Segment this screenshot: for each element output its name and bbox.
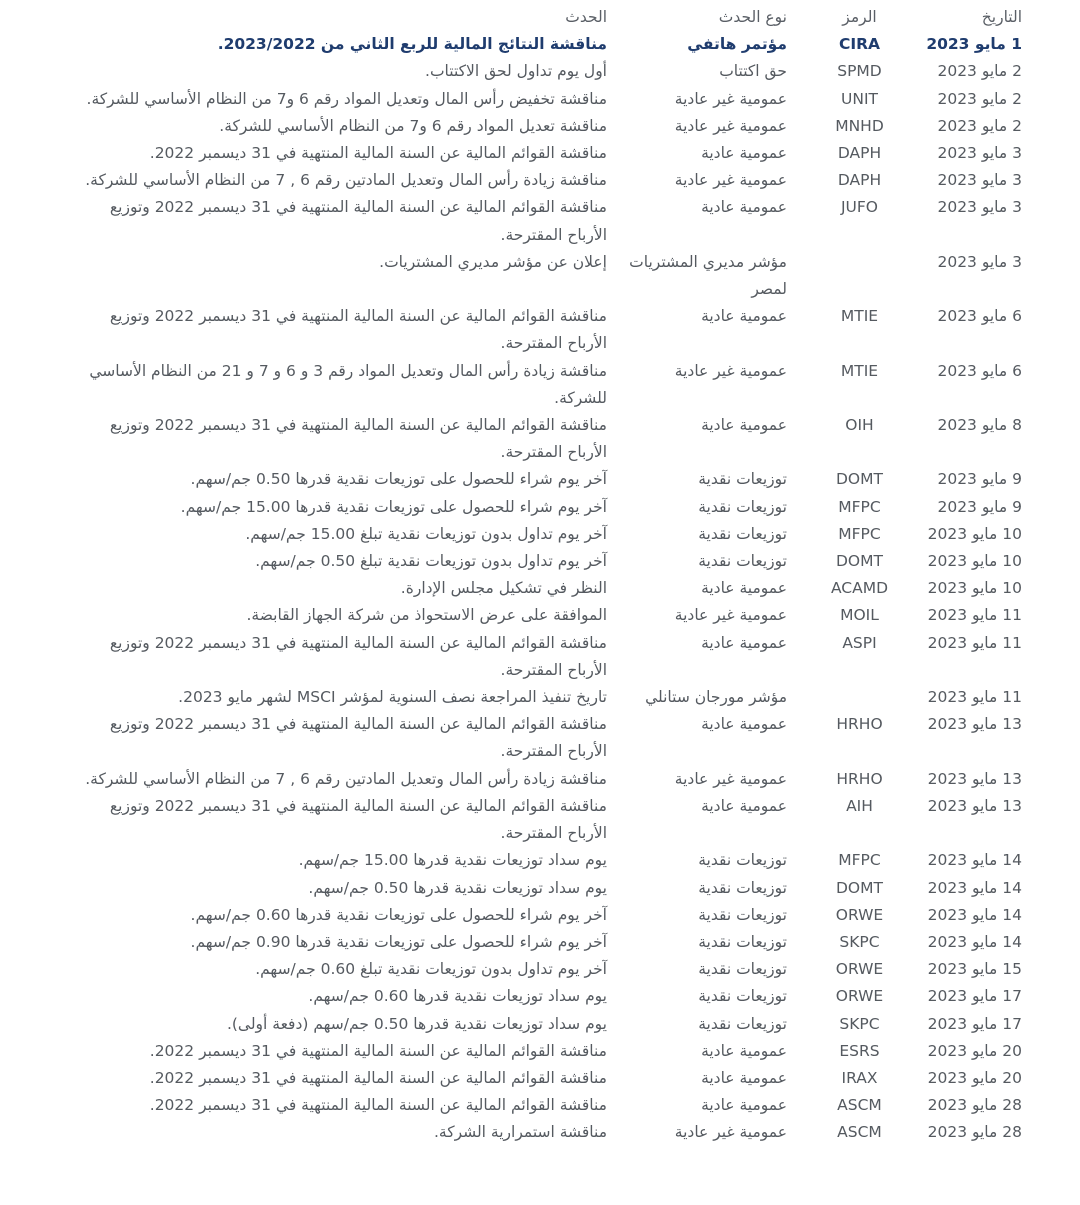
- cell-symbol: HRHO: [836, 769, 883, 788]
- cell-date: 11 مايو 2023: [927, 606, 1022, 625]
- cell-symbol: MTIE: [840, 361, 879, 380]
- table-row: [82, 548, 1022, 575]
- cell-event: مناقشة القوائم المالية عن السنة المالية المنتهية في 31 ديسمبر 2022.: [149, 144, 607, 163]
- cell-symbol: ASPI: [842, 633, 877, 652]
- table-row: [82, 1065, 1022, 1092]
- table-row: [82, 902, 1022, 929]
- cell-event: مناقشة زيادة رأس المال وتعديل المادتين رقم 6 , 7 من النظام الأساسي للشركة.: [85, 171, 607, 190]
- cell-symbol: CIRA: [838, 35, 881, 54]
- table-row: [82, 1092, 1022, 1119]
- cell-symbol: MTIE: [840, 307, 879, 326]
- cell-date: 17 مايو 2023: [927, 1014, 1022, 1033]
- cell-date: 3 مايو 2023: [937, 171, 1022, 190]
- cell-event-type: توزيعات نقدية: [698, 1014, 787, 1033]
- cell-symbol: ORWE: [835, 987, 884, 1006]
- cell-event: إعلان عن مؤشر مديري المشتريات.: [379, 252, 607, 271]
- cell-date: 10 مايو 2023: [927, 552, 1022, 571]
- header-symbol: الرمز: [842, 8, 877, 26]
- cell-event-type: مؤشر مورجان ستانلي: [645, 688, 787, 707]
- cell-event-type: عمومية عادية: [701, 1096, 787, 1115]
- table-row: [82, 847, 1022, 874]
- cell-event-type: عمومية عادية: [701, 144, 787, 163]
- table-row: [82, 358, 1022, 412]
- table-body: [82, 31, 1022, 1146]
- cell-date: 20 مايو 2023: [927, 1041, 1022, 1060]
- table-row: [82, 140, 1022, 167]
- cell-symbol: ESRS: [839, 1041, 880, 1060]
- cell-symbol: SKPC: [839, 932, 880, 951]
- cell-date: 11 مايو 2023: [927, 633, 1022, 652]
- cell-date: 17 مايو 2023: [927, 987, 1022, 1006]
- table-row: [82, 167, 1022, 194]
- cell-event-type: توزيعات نقدية: [698, 960, 787, 979]
- cell-event-type: عمومية عادية: [701, 416, 787, 435]
- cell-event-type: توزيعات نقدية: [698, 878, 787, 897]
- cell-date: 14 مايو 2023: [927, 905, 1022, 924]
- cell-date: 3 مايو 2023: [937, 252, 1022, 271]
- cell-event: آخر يوم شراء للحصول على توزيعات نقدية قدرها 0.50 جم/سهم.: [190, 470, 607, 489]
- cell-event: مناقشة زيادة رأس المال وتعديل المواد رقم 3 و 6 و 7 و 21 من النظام الأساسي للشركة.: [89, 361, 607, 407]
- header-event-type: نوع الحدث: [718, 8, 787, 26]
- cell-event: مناقشة النتائج المالية للربع الثاني من 2023/2022.: [217, 35, 607, 54]
- cell-event-type: مؤشر مديري المشتريات لمصر: [629, 252, 787, 299]
- table-row: [82, 58, 1022, 85]
- cell-date: 2 مايو 2023: [937, 116, 1022, 135]
- cell-event: مناقشة القوائم المالية عن السنة المالية المنتهية في 31 ديسمبر 2022 وتوزيع الأرباح المقترحة.: [109, 416, 607, 462]
- cell-date: 10 مايو 2023: [927, 524, 1022, 543]
- table-row: [82, 412, 1022, 466]
- table-row: [82, 1038, 1022, 1065]
- cell-event: الموافقة على عرض الاستحواذ من شركة الجهاز القابضة.: [246, 606, 607, 625]
- cell-event: آخر يوم شراء للحصول على توزيعات نقدية قدرها 0.90 جم/سهم.: [190, 932, 607, 951]
- cell-event: مناقشة القوائم المالية عن السنة المالية المنتهية في 31 ديسمبر 2022 وتوزيع الأرباح المقترحة.: [109, 198, 607, 244]
- cell-event: مناقشة القوائم المالية عن السنة المالية المنتهية في 31 ديسمبر 2022.: [149, 1068, 607, 1087]
- cell-event: آخر يوم شراء للحصول على توزيعات نقدية قدرها 0.60 جم/سهم.: [190, 905, 607, 924]
- cell-event: مناقشة تخفيض رأس المال وتعديل المواد رقم 6 و7 من النظام الأساسي للشركة.: [86, 89, 607, 108]
- cell-event: يوم سداد توزيعات نقدية قدرها 0.50 جم/سهم.: [308, 878, 607, 897]
- cell-event-type: عمومية عادية: [701, 1068, 787, 1087]
- cell-symbol: DOMT: [836, 470, 883, 489]
- cell-event-type: عمومية غير عادية: [674, 89, 787, 108]
- cell-date: 6 مايو 2023: [937, 307, 1022, 326]
- cell-symbol: MOIL: [840, 606, 879, 625]
- events-table: [82, 4, 1022, 1147]
- table-row: [82, 875, 1022, 902]
- cell-symbol: UNIT: [841, 89, 878, 108]
- table-row: [82, 1011, 1022, 1038]
- cell-event-type: عمومية عادية: [701, 796, 787, 815]
- cell-event-type: عمومية غير عادية: [674, 116, 787, 135]
- table-row: [82, 630, 1022, 684]
- table-row: [82, 249, 1022, 303]
- table-row: [82, 684, 1022, 711]
- cell-date: 3 مايو 2023: [937, 198, 1022, 217]
- table-row: [82, 521, 1022, 548]
- cell-event-type: توزيعات نقدية: [698, 851, 787, 870]
- cell-event-type: توزيعات نقدية: [698, 497, 787, 516]
- table-row: [82, 929, 1022, 956]
- cell-event: آخر يوم شراء للحصول على توزيعات نقدية قدرها 15.00 جم/سهم.: [180, 497, 607, 516]
- cell-date: 14 مايو 2023: [927, 851, 1022, 870]
- table-row: [82, 575, 1022, 602]
- table-row: [82, 766, 1022, 793]
- table-header-row: [82, 4, 1022, 31]
- cell-symbol: SKPC: [839, 1014, 880, 1033]
- cell-symbol: ASCM: [837, 1096, 882, 1115]
- cell-event: أول يوم تداول لحق الاكتتاب.: [425, 62, 607, 81]
- header-event: الحدث: [565, 8, 607, 26]
- cell-symbol: [787, 684, 902, 711]
- cell-date: 6 مايو 2023: [937, 361, 1022, 380]
- cell-symbol: ORWE: [835, 905, 884, 924]
- table-row: [82, 793, 1022, 847]
- cell-event-type: عمومية عادية: [701, 1041, 787, 1060]
- cell-event-type: توزيعات نقدية: [698, 932, 787, 951]
- cell-event-type: توزيعات نقدية: [698, 987, 787, 1006]
- cell-event-type: عمومية عادية: [701, 307, 787, 326]
- table-row: [82, 602, 1022, 629]
- table-row: [82, 303, 1022, 357]
- cell-date: 28 مايو 2023: [927, 1096, 1022, 1115]
- cell-symbol: MFPC: [838, 851, 881, 870]
- cell-event-type: عمومية عادية: [701, 715, 787, 734]
- cell-event-type: توزيعات نقدية: [698, 552, 787, 571]
- table-row: [82, 1119, 1022, 1146]
- cell-symbol: ORWE: [835, 960, 884, 979]
- cell-date: 9 مايو 2023: [937, 497, 1022, 516]
- cell-event: آخر يوم تداول بدون توزيعات نقدية تبلغ 15.00 جم/سهم.: [245, 524, 607, 543]
- cell-symbol: JUFO: [840, 198, 879, 217]
- cell-event-type: عمومية غير عادية: [674, 361, 787, 380]
- cell-symbol: AIH: [846, 796, 873, 815]
- table-row: [82, 31, 1022, 58]
- cell-event-type: عمومية عادية: [701, 633, 787, 652]
- cell-event: النظر في تشكيل مجلس الإدارة.: [400, 579, 607, 598]
- cell-event-type: عمومية غير عادية: [674, 606, 787, 625]
- cell-event: يوم سداد توزيعات نقدية قدرها 0.50 جم/سهم (دفعة أولى).: [226, 1014, 607, 1033]
- cell-date: 13 مايو 2023: [927, 796, 1022, 815]
- cell-symbol: OIH: [845, 416, 874, 435]
- cell-event-type: عمومية غير عادية: [674, 1123, 787, 1142]
- table-row: [82, 711, 1022, 765]
- cell-date: 15 مايو 2023: [927, 960, 1022, 979]
- cell-event: آخر يوم تداول بدون توزيعات نقدية تبلغ 0.50 جم/سهم.: [255, 552, 607, 571]
- cell-event: آخر يوم تداول بدون توزيعات نقدية تبلغ 0.60 جم/سهم.: [255, 960, 607, 979]
- cell-date: 13 مايو 2023: [927, 715, 1022, 734]
- table-row: [82, 113, 1022, 140]
- cell-event: يوم سداد توزيعات نقدية قدرها 0.60 جم/سهم.: [308, 987, 607, 1006]
- cell-date: 11 مايو 2023: [927, 688, 1022, 707]
- cell-date: 10 مايو 2023: [927, 579, 1022, 598]
- cell-date: 13 مايو 2023: [927, 769, 1022, 788]
- table-row: [82, 194, 1022, 248]
- table-row: [82, 466, 1022, 493]
- cell-date: 28 مايو 2023: [927, 1123, 1022, 1142]
- cell-event-type: مؤتمر هاتفي: [687, 35, 787, 54]
- cell-date: 14 مايو 2023: [927, 878, 1022, 897]
- cell-event: مناقشة استمرارية الشركة.: [433, 1123, 607, 1142]
- cell-event-type: عمومية غير عادية: [674, 769, 787, 788]
- cell-symbol: MFPC: [838, 524, 881, 543]
- cell-event-type: عمومية عادية: [701, 579, 787, 598]
- cell-date: 2 مايو 2023: [937, 62, 1022, 81]
- cell-symbol: [787, 249, 902, 303]
- cell-event-type: توزيعات نقدية: [698, 524, 787, 543]
- cell-symbol: ASCM: [837, 1123, 882, 1142]
- table-row: [82, 494, 1022, 521]
- cell-event: تاريخ تنفيذ المراجعة نصف السنوية لمؤشر MSCI لشهر مايو 2023.: [178, 688, 607, 707]
- cell-symbol: MFPC: [838, 497, 881, 516]
- cell-event: مناقشة تعديل المواد رقم 6 و7 من النظام الأساسي للشركة.: [219, 116, 607, 135]
- cell-symbol: HRHO: [836, 715, 883, 734]
- cell-event: مناقشة زيادة رأس المال وتعديل المادتين رقم 6 , 7 من النظام الأساسي للشركة.: [85, 769, 607, 788]
- cell-symbol: MNHD: [835, 116, 884, 135]
- cell-date: 8 مايو 2023: [937, 416, 1022, 435]
- cell-event-type: توزيعات نقدية: [698, 470, 787, 489]
- table-row: [82, 983, 1022, 1010]
- cell-date: 14 مايو 2023: [927, 932, 1022, 951]
- table-row: [82, 86, 1022, 113]
- cell-symbol: DOMT: [836, 552, 883, 571]
- header-date: التاريخ: [981, 8, 1022, 26]
- cell-date: 1 مايو 2023: [926, 35, 1022, 54]
- cell-event-type: عمومية غير عادية: [674, 171, 787, 190]
- cell-event-type: توزيعات نقدية: [698, 905, 787, 924]
- cell-date: 2 مايو 2023: [937, 89, 1022, 108]
- cell-event: مناقشة القوائم المالية عن السنة المالية المنتهية في 31 ديسمبر 2022 وتوزيع الأرباح المقترحة.: [109, 307, 607, 353]
- cell-symbol: DAPH: [837, 171, 882, 190]
- cell-symbol: ACAMD: [830, 579, 889, 598]
- cell-event-type: عمومية عادية: [701, 198, 787, 217]
- cell-symbol: DAPH: [837, 144, 882, 163]
- cell-event: مناقشة القوائم المالية عن السنة المالية المنتهية في 31 ديسمبر 2022 وتوزيع الأرباح المقترحة.: [109, 715, 607, 761]
- cell-event: مناقشة القوائم المالية عن السنة المالية المنتهية في 31 ديسمبر 2022 وتوزيع الأرباح المقترحة.: [109, 796, 607, 843]
- cell-symbol: IRAX: [841, 1068, 878, 1087]
- cell-event: مناقشة القوائم المالية عن السنة المالية المنتهية في 31 ديسمبر 2022 وتوزيع الأرباح المقترحة.: [109, 633, 607, 679]
- cell-event: مناقشة القوائم المالية عن السنة المالية المنتهية في 31 ديسمبر 2022.: [149, 1096, 607, 1115]
- cell-symbol: DOMT: [836, 878, 883, 897]
- cell-event: يوم سداد توزيعات نقدية قدرها 15.00 جم/سهم.: [298, 851, 607, 870]
- cell-event: مناقشة القوائم المالية عن السنة المالية المنتهية في 31 ديسمبر 2022.: [149, 1041, 607, 1060]
- cell-event-type: حق اكتتاب: [719, 62, 787, 81]
- table-row: [82, 956, 1022, 983]
- cell-date: 9 مايو 2023: [937, 470, 1022, 489]
- cell-symbol: SPMD: [837, 62, 882, 81]
- cell-date: 3 مايو 2023: [937, 144, 1022, 163]
- cell-date: 20 مايو 2023: [927, 1068, 1022, 1087]
